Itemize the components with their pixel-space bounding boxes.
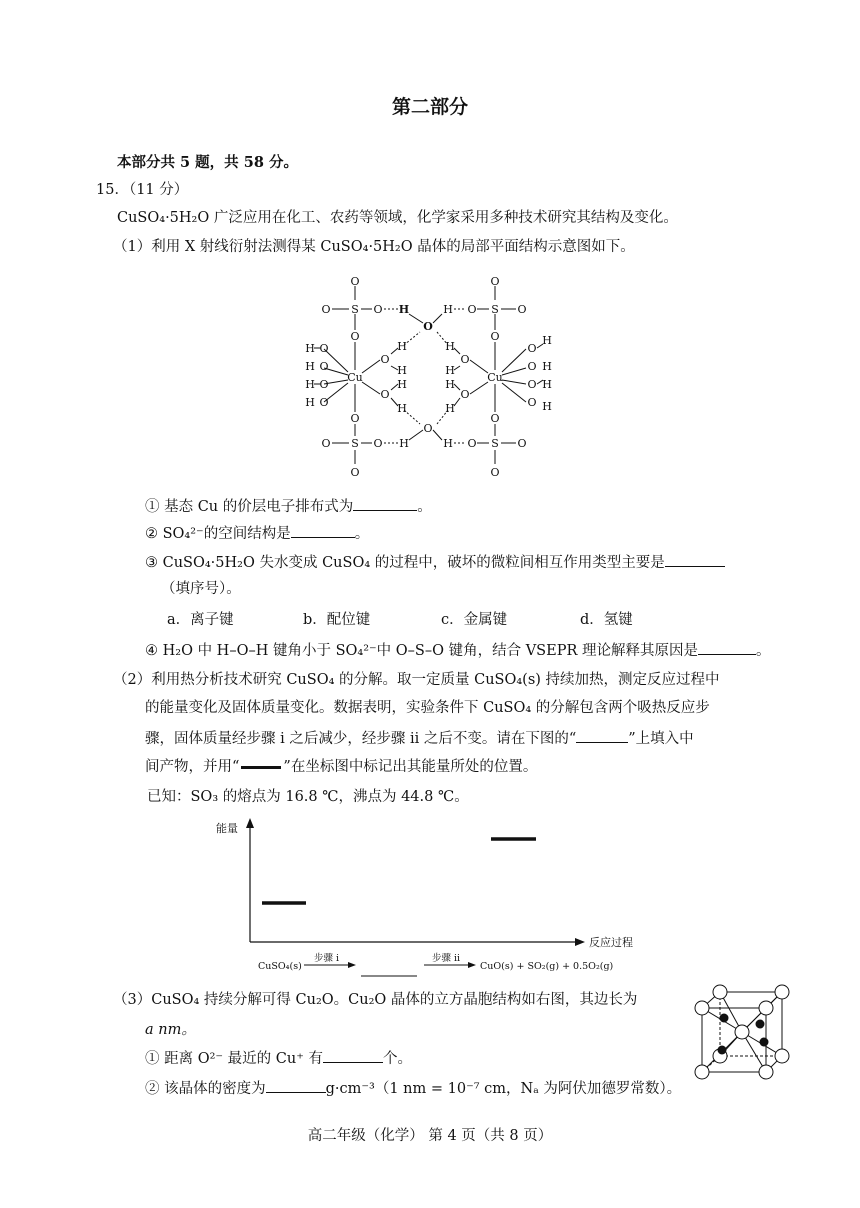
crystal-structure-diagram xyxy=(296,272,564,484)
atom-o: O xyxy=(527,342,537,355)
line-text: ”在坐标图中标记出其能量所处的位置。 xyxy=(283,759,538,775)
subquestion-1-2 xyxy=(145,523,369,544)
atom-o: O xyxy=(460,353,470,366)
subquestion-end: 。 xyxy=(417,499,432,515)
atom-o: O xyxy=(467,437,477,450)
answer-blank[interactable] xyxy=(266,1078,326,1093)
option-a[interactable]: a．离子键 xyxy=(167,612,234,628)
atom-s: S xyxy=(351,303,359,316)
o-ion-center xyxy=(735,1025,749,1039)
atom-o: O xyxy=(490,275,500,288)
step-2-label: 步骤 ii xyxy=(432,953,461,964)
atom-cu: Cu xyxy=(347,371,363,384)
o-ion-corner xyxy=(759,1001,773,1015)
cu-ion xyxy=(720,1014,729,1023)
subquestion-end: g·cm⁻³（1 nm = 10⁻⁷ cm，Nₐ 为阿伏加德罗常数）。 xyxy=(325,1081,682,1097)
option-d[interactable]: d．氢键 xyxy=(580,612,633,628)
atom-o: O xyxy=(527,360,537,373)
known-condition: 已知：SO₃ 的熔点为 16.8 ℃，沸点为 44.8 ℃。 xyxy=(147,789,469,805)
page-title: 第二部分 xyxy=(391,96,468,118)
atom-o: O xyxy=(460,388,470,401)
subquestion-text: ② SO₄²⁻的空间结构是 xyxy=(145,526,291,542)
step-1-label: 步骤 i xyxy=(314,953,340,964)
atom-h: H xyxy=(443,303,453,316)
o-ion-corner xyxy=(759,1065,773,1079)
atom-s: S xyxy=(491,437,499,450)
atom-o: O xyxy=(490,412,500,425)
answer-blank[interactable] xyxy=(291,523,355,538)
answer-blank[interactable] xyxy=(353,496,417,511)
subquestion-1-1 xyxy=(145,496,432,517)
part-2-line-4 xyxy=(145,757,537,777)
atom-h: H xyxy=(542,378,552,391)
atom-h: H xyxy=(397,364,407,377)
o-ion-corner xyxy=(775,985,789,999)
atom-h: H xyxy=(397,402,407,415)
atom-o: O xyxy=(321,437,331,450)
question-score: （11 分） xyxy=(128,182,189,198)
y-axis-label: 能量 xyxy=(216,822,238,835)
atom-h: H xyxy=(542,334,552,347)
atom-o: O xyxy=(350,330,360,343)
cu-ion xyxy=(718,1046,727,1055)
answer-blank[interactable] xyxy=(698,640,756,655)
atom-o: O xyxy=(350,412,360,425)
atom-h: H xyxy=(445,340,455,353)
o-ion-corner xyxy=(775,1049,789,1063)
x-axis-label: 反应过程 xyxy=(589,936,633,949)
atom-h: H xyxy=(305,360,315,373)
part-3-line-2: a nm。 xyxy=(145,1022,196,1038)
energy-diagram[interactable] xyxy=(208,812,678,982)
atom-o: O xyxy=(319,360,329,373)
line-text: ”上填入中 xyxy=(628,731,694,747)
atom-o: O xyxy=(321,303,331,316)
atom-h: H xyxy=(398,303,410,316)
atom-h: H xyxy=(542,400,552,413)
section-intro: 本部分共 5 题，共 58 分。 xyxy=(117,154,298,171)
atom-h: H xyxy=(542,360,552,373)
subquestion-end: 。 xyxy=(755,643,771,659)
question-stem: CuSO₄·5H₂O 广泛应用在化工、农药等领域，化学家采用多种技术研究其结构及变化。 xyxy=(117,210,678,226)
subquestion-1-4 xyxy=(145,640,770,661)
atom-o: O xyxy=(527,396,537,409)
subquestion-3-2 xyxy=(145,1078,681,1099)
atom-h: H xyxy=(445,402,455,415)
o-ion-corner xyxy=(695,1065,709,1079)
atom-o: O xyxy=(467,303,477,316)
cu-ion xyxy=(760,1038,769,1047)
line-text: 间产物，并用“ xyxy=(145,759,240,775)
subquestion-1-3-cont: （填序号）。 xyxy=(161,581,241,597)
atom-o: O xyxy=(319,342,329,355)
part-3-line-1: （3）CuSO₄ 持续分解可得 Cu₂O。Cu₂O 晶体的立方晶胞结构如右图，其边长为 xyxy=(113,992,638,1008)
atom-o: O xyxy=(380,388,390,401)
part-2-line-1: （2）利用热分析技术研究 CuSO₄ 的分解。取一定质量 CuSO₄(s) 持续加热，测定反应过程中 xyxy=(113,672,720,688)
start-species: CuSO₄(s) xyxy=(258,961,302,972)
blank-sample xyxy=(576,728,628,743)
atom-o: O xyxy=(373,303,383,316)
subquestion-1-3 xyxy=(145,552,725,573)
option-b[interactable]: b．配位键 xyxy=(303,612,371,628)
subquestion-3-1 xyxy=(145,1048,412,1069)
atom-o: O xyxy=(517,437,527,450)
subquestion-text: ③ CuSO₄·5H₂O 失水变成 CuSO₄ 的过程中，破坏的微粒间相互作用类型主要是 xyxy=(145,555,665,571)
line-text: 骤，固体质量经步骤 i 之后减少，经步骤 ii 之后不变。请在下图的“ xyxy=(145,731,577,747)
atom-o: O xyxy=(517,303,527,316)
atom-h: H xyxy=(443,437,453,450)
question-15-header xyxy=(96,180,188,200)
o-ion-corner xyxy=(713,985,727,999)
page-footer: 高二年级（化学） 第 4 页（共 8 页） xyxy=(307,1128,553,1144)
answer-blank[interactable] xyxy=(323,1048,383,1063)
atom-o: O xyxy=(423,320,433,333)
option-c[interactable]: c．金属键 xyxy=(441,612,508,628)
atom-o: O xyxy=(350,466,360,479)
o-ion-corner xyxy=(695,1001,709,1015)
atom-o: O xyxy=(490,466,500,479)
atom-h: H xyxy=(305,342,315,355)
subquestion-end: 。 xyxy=(354,526,370,542)
atom-o: O xyxy=(373,437,383,450)
question-number: 15． xyxy=(96,182,129,198)
atom-o: O xyxy=(527,378,537,391)
atom-h: H xyxy=(397,378,407,391)
atom-h: H xyxy=(399,437,409,450)
answer-blank[interactable] xyxy=(665,552,725,567)
atom-s: S xyxy=(351,437,359,450)
end-species: CuO(s) + SO₂(g) + 0.5O₂(g) xyxy=(480,961,614,972)
atom-s: S xyxy=(491,303,499,316)
atom-o: O xyxy=(319,396,329,409)
atom-h: H xyxy=(305,378,315,391)
y-axis-arrow xyxy=(246,818,254,828)
unit-cell-diagram xyxy=(688,980,796,1092)
part-2-line-3 xyxy=(145,728,694,749)
step-2-arrow xyxy=(468,962,476,968)
cu-ion xyxy=(756,1020,765,1029)
subquestion-end: 个。 xyxy=(383,1051,412,1067)
atom-cu: Cu xyxy=(487,371,503,384)
subquestion-text: ① 基态 Cu 的价层电子排布式为 xyxy=(145,499,354,515)
subquestion-text: ② 该晶体的密度为 xyxy=(145,1081,266,1097)
part-1-text: （1）利用 X 射线衍射法测得某 CuSO₄·5H₂O 晶体的局部平面结构示意图如下。 xyxy=(113,239,635,255)
atom-h: H xyxy=(397,340,407,353)
atom-o: O xyxy=(319,378,329,391)
atom-o: O xyxy=(380,353,390,366)
part-2-line-2: 的能量变化及固体质量变化。数据表明，实验条件下 CuSO₄ 的分解包含两个吸热反应步 xyxy=(145,700,710,716)
atom-o: O xyxy=(350,275,360,288)
subquestion-text: ④ H₂O 中 H–O–H 键角小于 SO₄²⁻中 O–S–O 键角，结合 VSEPR 理论解释其原因是 xyxy=(145,643,698,659)
x-axis-arrow xyxy=(575,938,585,946)
subquestion-text: ① 距离 O²⁻ 最近的 Cu⁺ 有 xyxy=(145,1051,323,1067)
step-1-arrow xyxy=(348,962,356,968)
atom-h: H xyxy=(445,364,455,377)
atom-h: H xyxy=(445,378,455,391)
bold-marker-sample xyxy=(241,766,281,769)
atom-o: O xyxy=(490,330,500,343)
atom-h: H xyxy=(305,396,315,409)
atom-o: O xyxy=(423,422,433,435)
